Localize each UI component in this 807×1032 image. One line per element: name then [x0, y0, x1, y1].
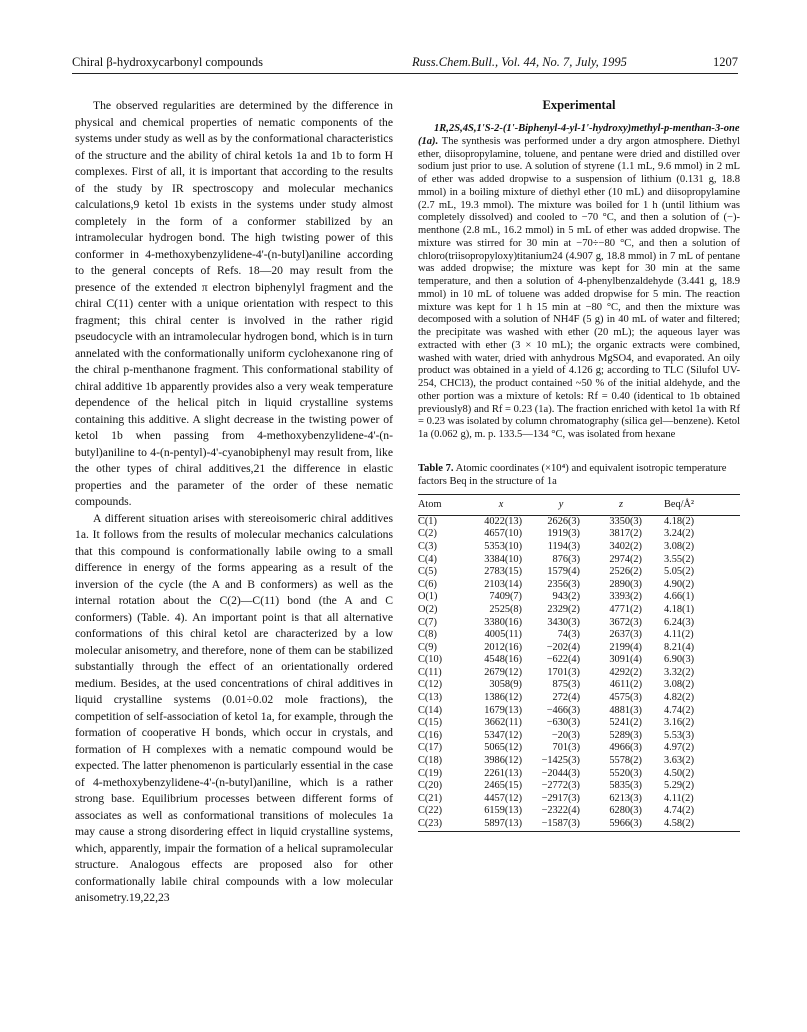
cell-atom: C(5) [418, 566, 437, 578]
cell-beq: 4.11(2) [664, 629, 694, 641]
page-number: 1207 [713, 55, 738, 69]
cell-x: 4548(16) [484, 654, 522, 666]
experimental-text: The synthesis was performed under a dry argon atmosphere. Diethyl ether, diisopropylamine, toluene, and pentane were dried and distilled over sodium just prior to use. A solution of styrene (1.1 mL, 9.6 mmol) in 2 mL of ether was added dropwise to a suspension of lithium (0.131 g, 18.8 mmol) in a boiling mixture of diethyl ether (10 mL) and diisopropylamine (2.7 mL, 19.3 mmol). The mixture was boiled for 1 h (until lithium was completely dissolved) and cooled to −70 °C, and then a solution of (−)-menthone (2.8 mL, 16.2 mmol) in 5 mL of ether was added dropwise. The mixture was stirred for 30 min at −70÷−80 °C, and then a solution of chloro(triisopropyloxy)titanium24 (4.907 g, 18.8 mmol) in 7 mL of pentane was added dropwise; the mixture was kept for 30 min at the same temperature, and then a solution of 4-phenylbenzaldehyde (3.441 g, 18.9 mmol) in 10 mL of toluene was added dropwise for 5 min. The reaction mixture was kept for 1 h 15 min at −80 °C, and then the mixture was decomposed with a solution of NH4F (5 g) in 40 mL of water and filtered; the precipitate was washed with ether (20 mL); the aqueous layer was extracted with ether (3 × 10 mL); the organic extracts were combined, washed with water, dried with anhydrous MgSO4, and evaporated. An oily product was obtained in a yield of 4.126 g; according to TLC (Silufol UV-254, CHCl3), the product contained ~50 % of the initial aldehyde, and the other portion was a mixture of ketols: Rf = 0.40 (identical to 1b obtained previously8) and Rf = 0.23 (1a). The fraction enriched with ketol 1a with Rf = 0.23 was isolated by column chromatography (silica gel—benzene). Ketol 1a (0.062 g), m. p. 133.5—134 °C, was isolated from hexane [418, 135, 741, 440]
table-label: Table 7. [418, 462, 454, 474]
table-row [418, 705, 740, 718]
cell-z: 6280(3) [609, 805, 642, 817]
cell-y: 701(3) [552, 742, 580, 754]
cell-atom: C(6) [418, 578, 437, 590]
cell-beq: 5.05(2) [664, 566, 695, 578]
table-row [418, 818, 740, 831]
cell-x: 2525(8) [489, 603, 522, 615]
cell-x: 5897(13) [484, 818, 522, 829]
cell-z: 5966(3) [609, 818, 642, 829]
cell-z: 5835(3) [609, 780, 642, 792]
compound-name: 1R,2S,4S,1'S-2-(1'-Biphenyl-4-yl-1'-hydroxy)methyl-p-menthan-3-one (1a). [418, 123, 740, 147]
col-z: z [590, 494, 652, 515]
cell-beq: 4.90(2) [664, 578, 695, 590]
cell-beq: 4.97(2) [664, 742, 695, 754]
cell-x: 7409(7) [489, 591, 522, 603]
cell-x: 6159(13) [484, 805, 522, 817]
col-beq: Beq/Å² [652, 494, 740, 515]
cell-z: 5578(2) [609, 755, 642, 767]
cell-atom: O(1) [418, 591, 438, 603]
cell-x: 5353(10) [484, 540, 522, 552]
cell-beq: 4.82(2) [664, 692, 695, 704]
cell-x: 2103(14) [484, 578, 522, 590]
col-y: y [532, 494, 590, 515]
cell-atom: C(17) [418, 742, 443, 754]
cell-atom: C(23) [418, 818, 443, 829]
cell-x: 3384(10) [484, 553, 522, 565]
cell-x: 4657(10) [484, 528, 522, 540]
table-row [418, 528, 740, 541]
cell-beq: 4.18(1) [664, 603, 695, 615]
cell-x: 2261(13) [484, 767, 522, 779]
table-row [418, 717, 740, 730]
cell-z: 4292(2) [609, 666, 642, 678]
cell-z: 3817(2) [609, 528, 642, 540]
cell-y: 2626(3) [547, 515, 580, 527]
cell-x: 3380(16) [484, 616, 522, 628]
cell-beq: 4.66(1) [664, 591, 695, 603]
cell-atom: O(2) [418, 603, 438, 615]
cell-x: 5065(12) [484, 742, 522, 754]
cell-beq: 4.74(2) [664, 704, 695, 716]
cell-x: 3058(9) [489, 679, 522, 691]
table-row [418, 515, 740, 528]
cell-z: 4611(2) [609, 679, 642, 691]
cell-atom: C(11) [418, 666, 442, 678]
cell-z: 3350(3) [609, 515, 642, 527]
cell-x: 2679(12) [484, 666, 522, 678]
experimental-heading: Experimental [542, 98, 616, 112]
cell-atom: C(10) [418, 654, 443, 666]
table-row [418, 742, 740, 755]
table-body [418, 515, 740, 831]
cell-x: 1679(13) [484, 704, 522, 716]
cell-y: −2917(3) [541, 792, 580, 804]
cell-y: −2772(3) [541, 780, 580, 792]
cell-y: −466(3) [546, 704, 580, 716]
cell-atom: C(9) [418, 641, 437, 653]
table-row [418, 755, 740, 768]
table-row [418, 541, 740, 554]
cell-y: 875(3) [552, 679, 580, 691]
col-atom: Atom [418, 494, 470, 515]
cell-z: 4575(3) [609, 692, 642, 704]
cell-y: −20(3) [551, 729, 580, 741]
cell-atom: C(19) [418, 767, 443, 779]
cell-atom: C(3) [418, 540, 437, 552]
table-row [418, 642, 740, 655]
cell-atom: C(14) [418, 704, 443, 716]
cell-y: 2329(2) [547, 603, 580, 615]
cell-atom: C(21) [418, 792, 443, 804]
cell-beq: 3.63(2) [664, 755, 695, 767]
cell-x: 2783(15) [484, 566, 522, 578]
cell-beq: 5.29(2) [664, 780, 695, 792]
right-column [418, 98, 740, 832]
cell-z: 5289(3) [609, 729, 642, 741]
header-title: Chiral β-hydroxycarbonyl compounds [72, 55, 264, 69]
cell-beq: 3.16(2) [664, 717, 695, 729]
cell-z: 3402(2) [609, 540, 642, 552]
cell-y: −1587(3) [541, 818, 580, 829]
cell-atom: C(4) [418, 553, 437, 565]
experimental-paragraph [418, 123, 740, 442]
cell-y: −202(4) [546, 641, 580, 653]
cell-x: 2012(16) [484, 641, 522, 653]
cell-beq: 6.24(3) [664, 616, 695, 628]
cell-y: 3430(3) [547, 616, 580, 628]
cell-y: −2044(3) [541, 767, 580, 779]
cell-atom: C(20) [418, 780, 443, 792]
cell-atom: C(12) [418, 679, 443, 691]
table-row [418, 768, 740, 781]
cell-atom: C(2) [418, 528, 437, 540]
cell-x: 5347(12) [484, 729, 522, 741]
cell-z: 3091(4) [609, 654, 642, 666]
cell-beq: 3.55(2) [664, 553, 695, 565]
cell-atom: C(18) [418, 755, 443, 767]
cell-beq: 3.32(2) [664, 666, 695, 678]
cell-atom: C(16) [418, 729, 443, 741]
cell-y: −1425(3) [541, 755, 580, 767]
table-caption [418, 462, 740, 488]
cell-z: 4771(2) [609, 603, 642, 615]
cell-y: 1579(4) [547, 566, 580, 578]
cell-x: 3986(12) [484, 755, 522, 767]
paragraph-1: The observed regularities are determined by the difference in physical and chemical properties of nematic components of the systems under study as well as by the conformational characteristics of the structure and the ability of chiral ketols 1a and 1b to form H complexes. First of all, it is important that according to the results of the study by IR spectroscopy and molecular mechanics calculations,9 ketol 1b exists in the systems under study almost completely in the form of a conformer stabilized by an intramolecular hydrogen bond. The high twisting power of this conformer in 4-methoxybenzylidene-4'-(n-butyl)aniline according to the general concepts of Refs. 18—20 may result from the presence of the extended π electron biphenylyl fragment and the chiral C(11) center with a unique orientation with respect to this fragment; this chiral center is involved in the rather rigid pseudocycle with an intramolecular hydrogen bond, which is in turn annelated with the conformationally uniform cyclohexanone ring of the chiral p-menthanone fragment. This conformational stability of chiral additive 1b apparently provides also a very weak temperature dependence of the helical pitch in liquid crystalline systems containing this additive. A slight decrease in the twisting power of ketol 1b when passing from 4-methoxybenzylidene-4'-(n-butyl)aniline to 4-(n-pentyl)-4'-cyanobiphenyl may result from, like the other types of chiral additives,21 the difference in elastic properties and the parameter of the order of these nematic compounds. [75, 99, 393, 508]
table-row [418, 604, 740, 617]
cell-beq: 4.58(2) [664, 818, 695, 829]
cell-z: 2890(3) [609, 578, 642, 590]
cell-atom: C(15) [418, 717, 443, 729]
cell-atom: C(22) [418, 805, 443, 817]
cell-y: −622(4) [546, 654, 580, 666]
cell-beq: 3.08(2) [664, 540, 695, 552]
cell-beq: 4.50(2) [664, 767, 695, 779]
cell-atom: C(7) [418, 616, 437, 628]
cell-y: 1194(3) [547, 540, 580, 552]
running-header [72, 55, 738, 74]
coordinates-table [418, 494, 740, 832]
table-row [418, 617, 740, 630]
table-row [418, 730, 740, 743]
cell-beq: 3.08(2) [664, 679, 695, 691]
cell-atom: C(1) [418, 515, 437, 527]
cell-y: −630(3) [546, 717, 580, 729]
cell-beq: 4.11(2) [664, 792, 694, 804]
cell-beq: 4.74(2) [664, 805, 695, 817]
cell-z: 2974(2) [609, 553, 642, 565]
cell-y: 943(2) [552, 591, 580, 603]
cell-z: 2199(4) [609, 641, 642, 653]
cell-beq: 4.18(2) [664, 515, 695, 527]
cell-y: 876(3) [552, 553, 580, 565]
cell-z: 6213(3) [609, 792, 642, 804]
cell-x: 4022(13) [484, 515, 522, 527]
table-row [418, 692, 740, 705]
table-row [418, 793, 740, 806]
table-row [418, 579, 740, 592]
cell-x: 3662(11) [484, 717, 522, 729]
col-x: x [470, 494, 532, 515]
cell-x: 4457(12) [484, 792, 522, 804]
cell-y: 1701(3) [547, 666, 580, 678]
cell-beq: 3.24(2) [664, 528, 695, 540]
cell-z: 4966(3) [609, 742, 642, 754]
header-journal: Russ.Chem.Bull., Vol. 44, No. 7, July, 1995 [412, 55, 627, 69]
cell-y: 2356(3) [547, 578, 580, 590]
cell-y: 272(4) [552, 692, 580, 704]
cell-beq: 6.90(3) [664, 654, 695, 666]
cell-atom: C(8) [418, 629, 437, 641]
cell-z: 5241(2) [609, 717, 642, 729]
cell-y: 1919(3) [547, 528, 580, 540]
cell-z: 5520(3) [609, 767, 642, 779]
cell-z: 2637(3) [609, 629, 642, 641]
table-row [418, 554, 740, 567]
cell-beq: 5.53(3) [664, 729, 695, 741]
cell-x: 1386(12) [484, 692, 522, 704]
cell-x: 4005(11) [484, 629, 522, 641]
cell-y: 74(3) [557, 629, 580, 641]
paragraph-2: A different situation arises with stereoisomeric chiral additives 1a. It follows from the results of molecular mechanics calculations that this compound is conformationally labile owing to a small difference in energy of the forms appearing as a result of the inversion of the cycle (the A and B conformers) as well as the internal rotation about the C(2)—C(11) bond (the A and C conformers) (Table. 4). An important point is that all alternative conformations of this chiral ketol are characterized by a low molecular anisometry, and therefore, none of them can be stabilized substantially through the effect of an orientationally ordered medium. Besides, at the used concentrations of chiral additives in liquid crystalline systems (0.01÷0.02 mole fractions), the competition of self-association of ketol 1a, for example, through the formation of cooperative H bonds, which occur in crystals, and formation of H complexes with a nematic compound would be expected. The latter phenomenon is particularly essential in the case of 4-methoxybenzylidene-4'-(n-butyl)aniline, which is a rather strong base. Equilibrium processes between different forms of associates as well as conformational transitions of molecules 1a may cause a strong disordering effect in liquid crystalline systems, which, apparently, impair the formation of a helical supramolecular structure. Analogous effects are proposed also for other conformationally labile chiral compounds with a low molecular anisometry.19,22,23 [75, 511, 393, 904]
table-row [418, 566, 740, 579]
table-row [418, 780, 740, 793]
cell-x: 2465(15) [484, 780, 522, 792]
cell-atom: C(13) [418, 692, 443, 704]
table-row [418, 805, 740, 818]
table-row [418, 679, 740, 692]
cell-y: −2322(4) [541, 805, 580, 817]
table-row [418, 591, 740, 604]
table-header-row [418, 494, 740, 515]
table-row [418, 654, 740, 667]
cell-z: 3393(2) [609, 591, 642, 603]
left-column [75, 98, 393, 907]
cell-z: 4881(3) [609, 704, 642, 716]
table-row [418, 629, 740, 642]
cell-z: 2526(2) [609, 566, 642, 578]
table-row [418, 667, 740, 680]
table-caption-text: Atomic coordinates (×10⁴) and equivalent isotropic temperature factors Beq in the structure of 1a [418, 462, 727, 487]
cell-beq: 8.21(4) [664, 641, 695, 653]
cell-z: 3672(3) [609, 616, 642, 628]
